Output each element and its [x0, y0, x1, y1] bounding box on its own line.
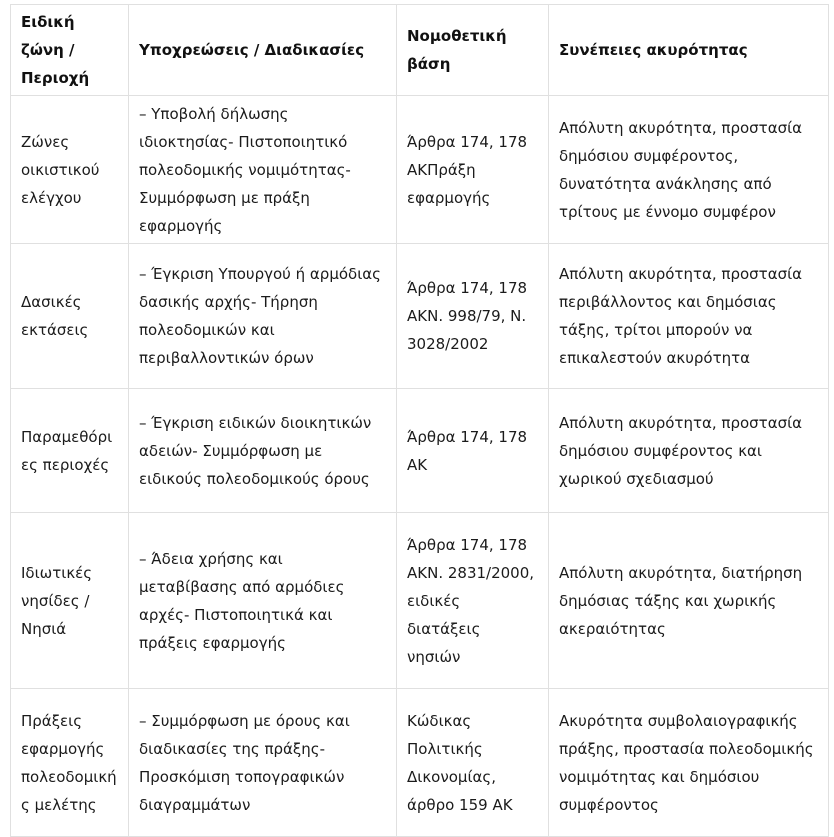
header-consequences: Συνέπειες ακυρότητας [549, 5, 829, 96]
cell-consequences: Απόλυτη ακυρότητα, προστασία περιβάλλοντος και δημόσιας τάξης, τρίτοι μπορούν να επικαλεστούν ακυρότητα [549, 244, 829, 389]
header-obligations: Υποχρεώσεις / Διαδικασίες [129, 5, 397, 96]
cell-consequences: Απόλυτη ακυρότητα, προστασία δημόσιου συμφέροντος, δυνατότητα ανάκλησης από τρίτους με έννομο συμφέρον [549, 96, 829, 244]
cell-zone: Δασικές εκτάσεις [11, 244, 129, 389]
header-legal-basis: Νομοθετική βάση [397, 5, 549, 96]
header-zone: Ειδική ζώνη / Περιοχή [11, 5, 129, 96]
cell-zone: Ζώνες οικιστικού ελέγχου [11, 96, 129, 244]
cell-legal-basis: Κώδικας Πολιτικής Δικονομίας, άρθρο 159 ΑΚ [397, 689, 549, 837]
cell-obligations: – Άδεια χρήσης και μεταβίβασης από αρμόδιες αρχές- Πιστοποιητικά και πράξεις εφαρμογής [129, 513, 397, 689]
cell-obligations: – Συμμόρφωση με όρους και διαδικασίες της πράξης- Προσκόμιση τοπογραφικών διαγραμμάτων [129, 689, 397, 837]
cell-zone: Ιδιωτικές νησίδες / Νησιά [11, 513, 129, 689]
table-header-row [11, 5, 829, 96]
table-row [11, 96, 829, 244]
cell-consequences: Ακυρότητα συμβολαιογραφικής πράξης, προστασία πολεοδομικής νομιμότητας και δημόσιου συμφέροντος [549, 689, 829, 837]
table-row [11, 513, 829, 689]
cell-legal-basis: Άρθρα 174, 178 ΑΚΠράξη εφαρμογής [397, 96, 549, 244]
legal-zones-table [10, 4, 829, 837]
table-row [11, 244, 829, 389]
table-row [11, 689, 829, 837]
cell-legal-basis: Άρθρα 174, 178 ΑΚΝ. 998/79, Ν. 3028/2002 [397, 244, 549, 389]
table-row [11, 389, 829, 513]
cell-legal-basis: Άρθρα 174, 178 ΑΚΝ. 2831/2000, ειδικές διατάξεις νησιών [397, 513, 549, 689]
cell-obligations: – Έγκριση Υπουργού ή αρμόδιας δασικής αρχής- Τήρηση πολεοδομικών και περιβαλλοντικών όρων [129, 244, 397, 389]
cell-obligations: – Έγκριση ειδικών διοικητικών αδειών- Συμμόρφωση με ειδικούς πολεοδομικούς όρους [129, 389, 397, 513]
cell-obligations: – Υποβολή δήλωσης ιδιοκτησίας- Πιστοποιητικό πολεοδομικής νομιμότητας- Συμμόρφωση με πράξη εφαρμογής [129, 96, 397, 244]
cell-zone: Παραμεθόριες περιοχές [11, 389, 129, 513]
cell-zone: Πράξεις εφαρμογής πολεοδομικής μελέτης [11, 689, 129, 837]
cell-consequences: Απόλυτη ακυρότητα, διατήρηση δημόσιας τάξης και χωρικής ακεραιότητας [549, 513, 829, 689]
cell-legal-basis: Άρθρα 174, 178 ΑΚ [397, 389, 549, 513]
cell-consequences: Απόλυτη ακυρότητα, προστασία δημόσιου συμφέροντος και χωρικού σχεδιασμού [549, 389, 829, 513]
